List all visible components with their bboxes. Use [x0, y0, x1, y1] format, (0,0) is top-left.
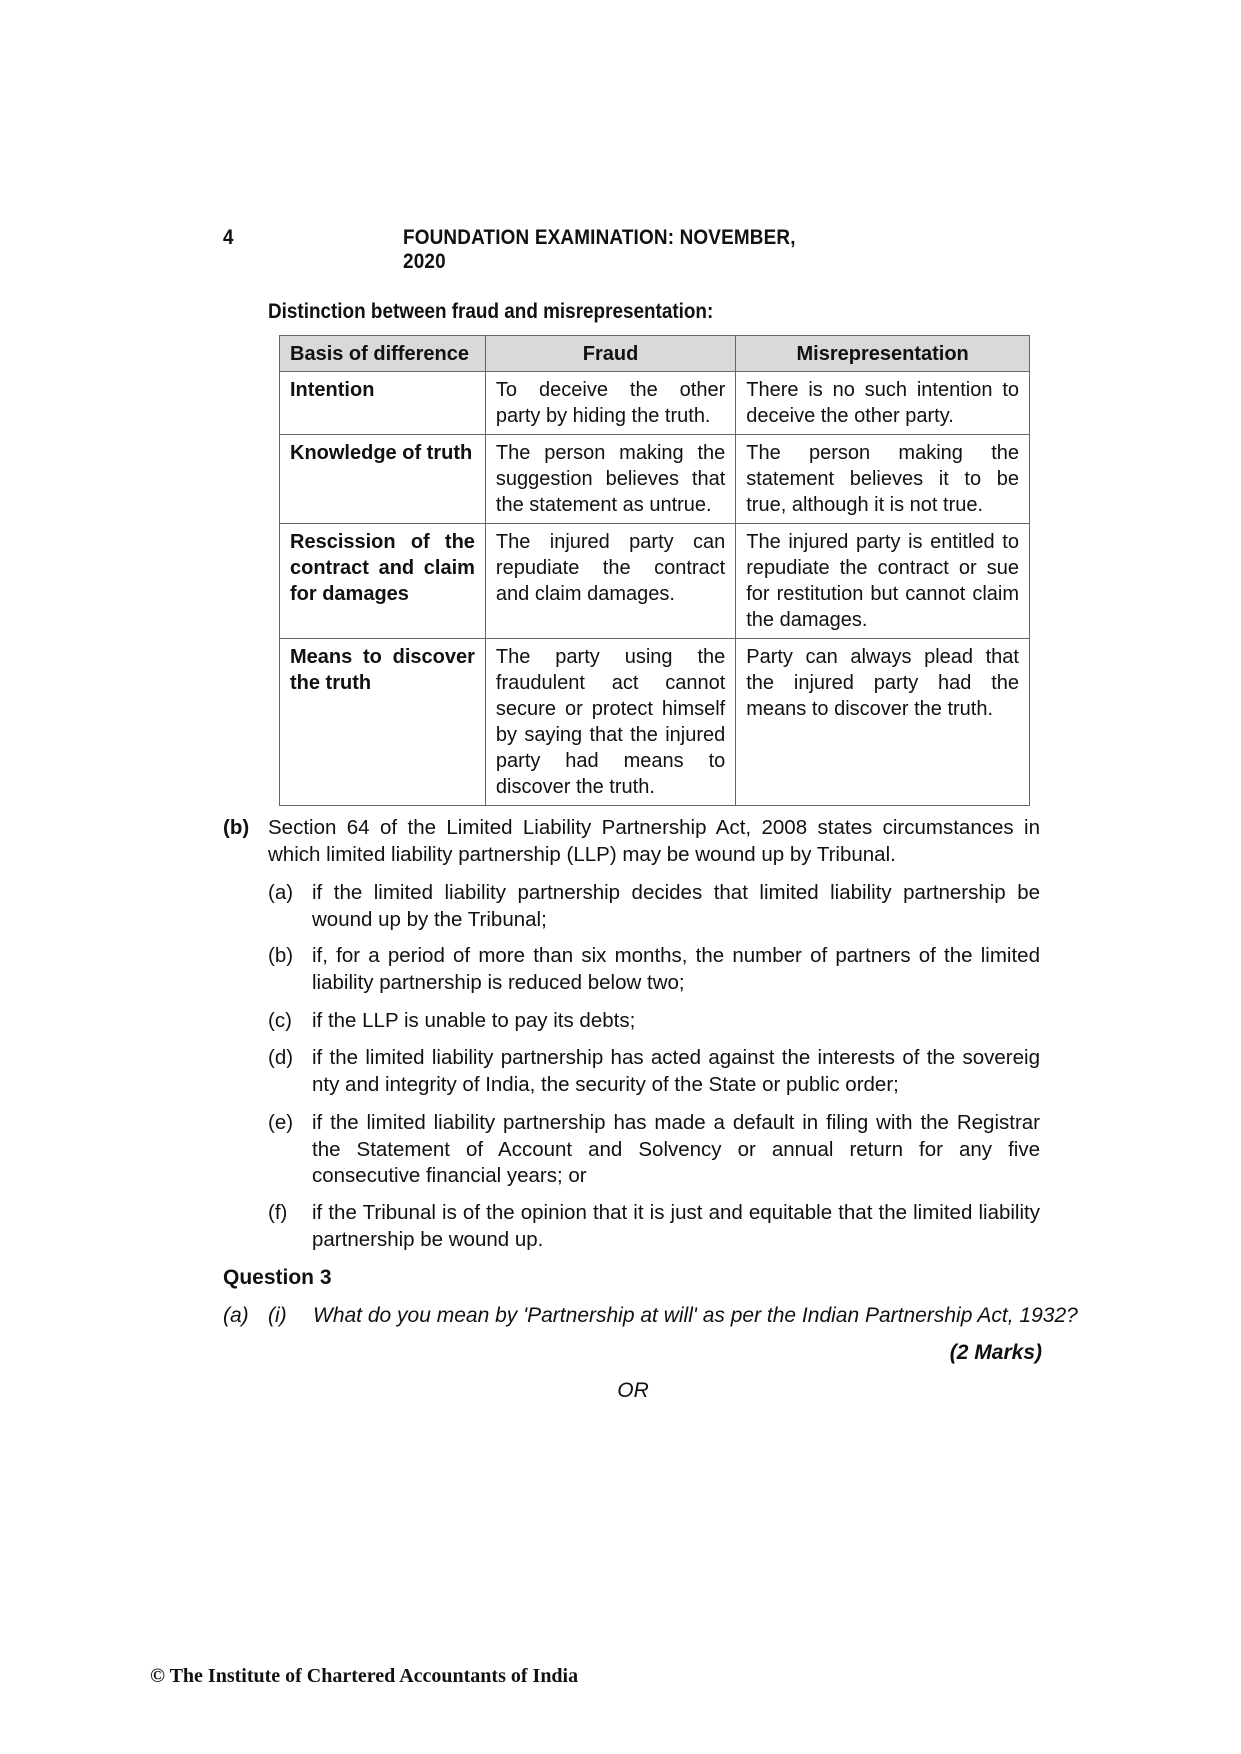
- cell-fraud: To deceive the other party by hiding the truth.: [485, 372, 735, 435]
- question-text: What do you mean by 'Partnership at will' as per the Indian Partnership Act, 1932?: [313, 1304, 1078, 1327]
- column-header-fraud: Fraud: [485, 336, 735, 372]
- list-item-label: (c): [268, 1009, 292, 1032]
- cell-basis: Intention: [280, 372, 486, 435]
- list-item-text: if the Tribunal is of the opinion that it is just and equitable that the limited liability partnership be wound up.: [312, 1201, 1040, 1251]
- cell-misrepresentation: The person making the statement believes it to be true, although it is not true.: [736, 435, 1030, 524]
- question-sub-label: (i): [268, 1304, 287, 1327]
- question-heading: Question 3: [223, 1266, 332, 1289]
- cell-fraud: The party using the fraudulent act cannot secure or protect himself by saying that the injured party had means to discover the truth.: [485, 639, 735, 806]
- cell-basis: Knowledge of truth: [280, 435, 486, 524]
- question-part-label: (a): [223, 1304, 249, 1327]
- table-row: [280, 435, 1030, 524]
- table-row: [280, 372, 1030, 435]
- list-item-label: (f): [268, 1201, 288, 1224]
- column-header-misrepresentation: Misrepresentation: [736, 336, 1030, 372]
- table-header-row: [280, 336, 1030, 372]
- marks-label: (2 Marks): [949, 1341, 1042, 1364]
- list-item-text: if the limited liability partnership has acted against the interests of the sovereig nty and integrity of India, the security of the State or public order;: [312, 1046, 1040, 1096]
- cell-misrepresentation: Party can always plead that the injured party had the means to discover the truth.: [736, 639, 1030, 806]
- cell-misrepresentation: The injured party is entitled to repudiate the contract or sue for restitution but cannot claim the damages.: [736, 524, 1030, 639]
- page-footer: © The Institute of Chartered Accountants of India: [150, 1665, 579, 1687]
- cell-misrepresentation: There is no such intention to deceive the other party.: [736, 372, 1030, 435]
- table-row: [280, 524, 1030, 639]
- list-item-label: (b): [268, 944, 294, 967]
- list-item-text: if the limited liability partnership decides that limited liability partnership be wound up by the Tribunal;: [312, 881, 1040, 931]
- list-item-label: (e): [268, 1111, 294, 1134]
- part-b-intro: Section 64 of the Limited Liability Partnership Act, 2008 states circumstances in which limited liability partnership (LLP) may be wound up by Tribunal.: [268, 816, 1040, 866]
- page-number: 4: [223, 226, 234, 249]
- comparison-table: [279, 335, 1030, 806]
- part-b-label: (b): [223, 816, 250, 839]
- cell-fraud: The person making the suggestion believes that the statement as untrue.: [485, 435, 735, 524]
- list-item-text: if, for a period of more than six months, the number of partners of the limited liability partnership is reduced below two;: [312, 944, 1040, 994]
- or-separator: OR: [617, 1379, 649, 1402]
- column-header-basis: Basis of difference: [280, 336, 486, 372]
- list-item-label: (a): [268, 881, 294, 904]
- cell-basis: Means to discover the truth: [280, 639, 486, 806]
- page-title: FOUNDATION EXAMINATION: NOVEMBER, 2020: [403, 226, 796, 273]
- list-item-label: (d): [268, 1046, 294, 1069]
- cell-basis: Rescission of the contract and claim for damages: [280, 524, 486, 639]
- list-item-text: if the LLP is unable to pay its debts;: [312, 1009, 636, 1032]
- table-row: [280, 639, 1030, 806]
- section-title: Distinction between fraud and misrepresentation:: [268, 300, 714, 323]
- question-line: [223, 1304, 1078, 1328]
- cell-fraud: The injured party can repudiate the contract and claim damages.: [485, 524, 735, 639]
- list-item-text: if the limited liability partnership has made a default in filing with the Registrar the Statement of Account and Solvency or annual return for any five consecutive financial years; or: [312, 1111, 1040, 1187]
